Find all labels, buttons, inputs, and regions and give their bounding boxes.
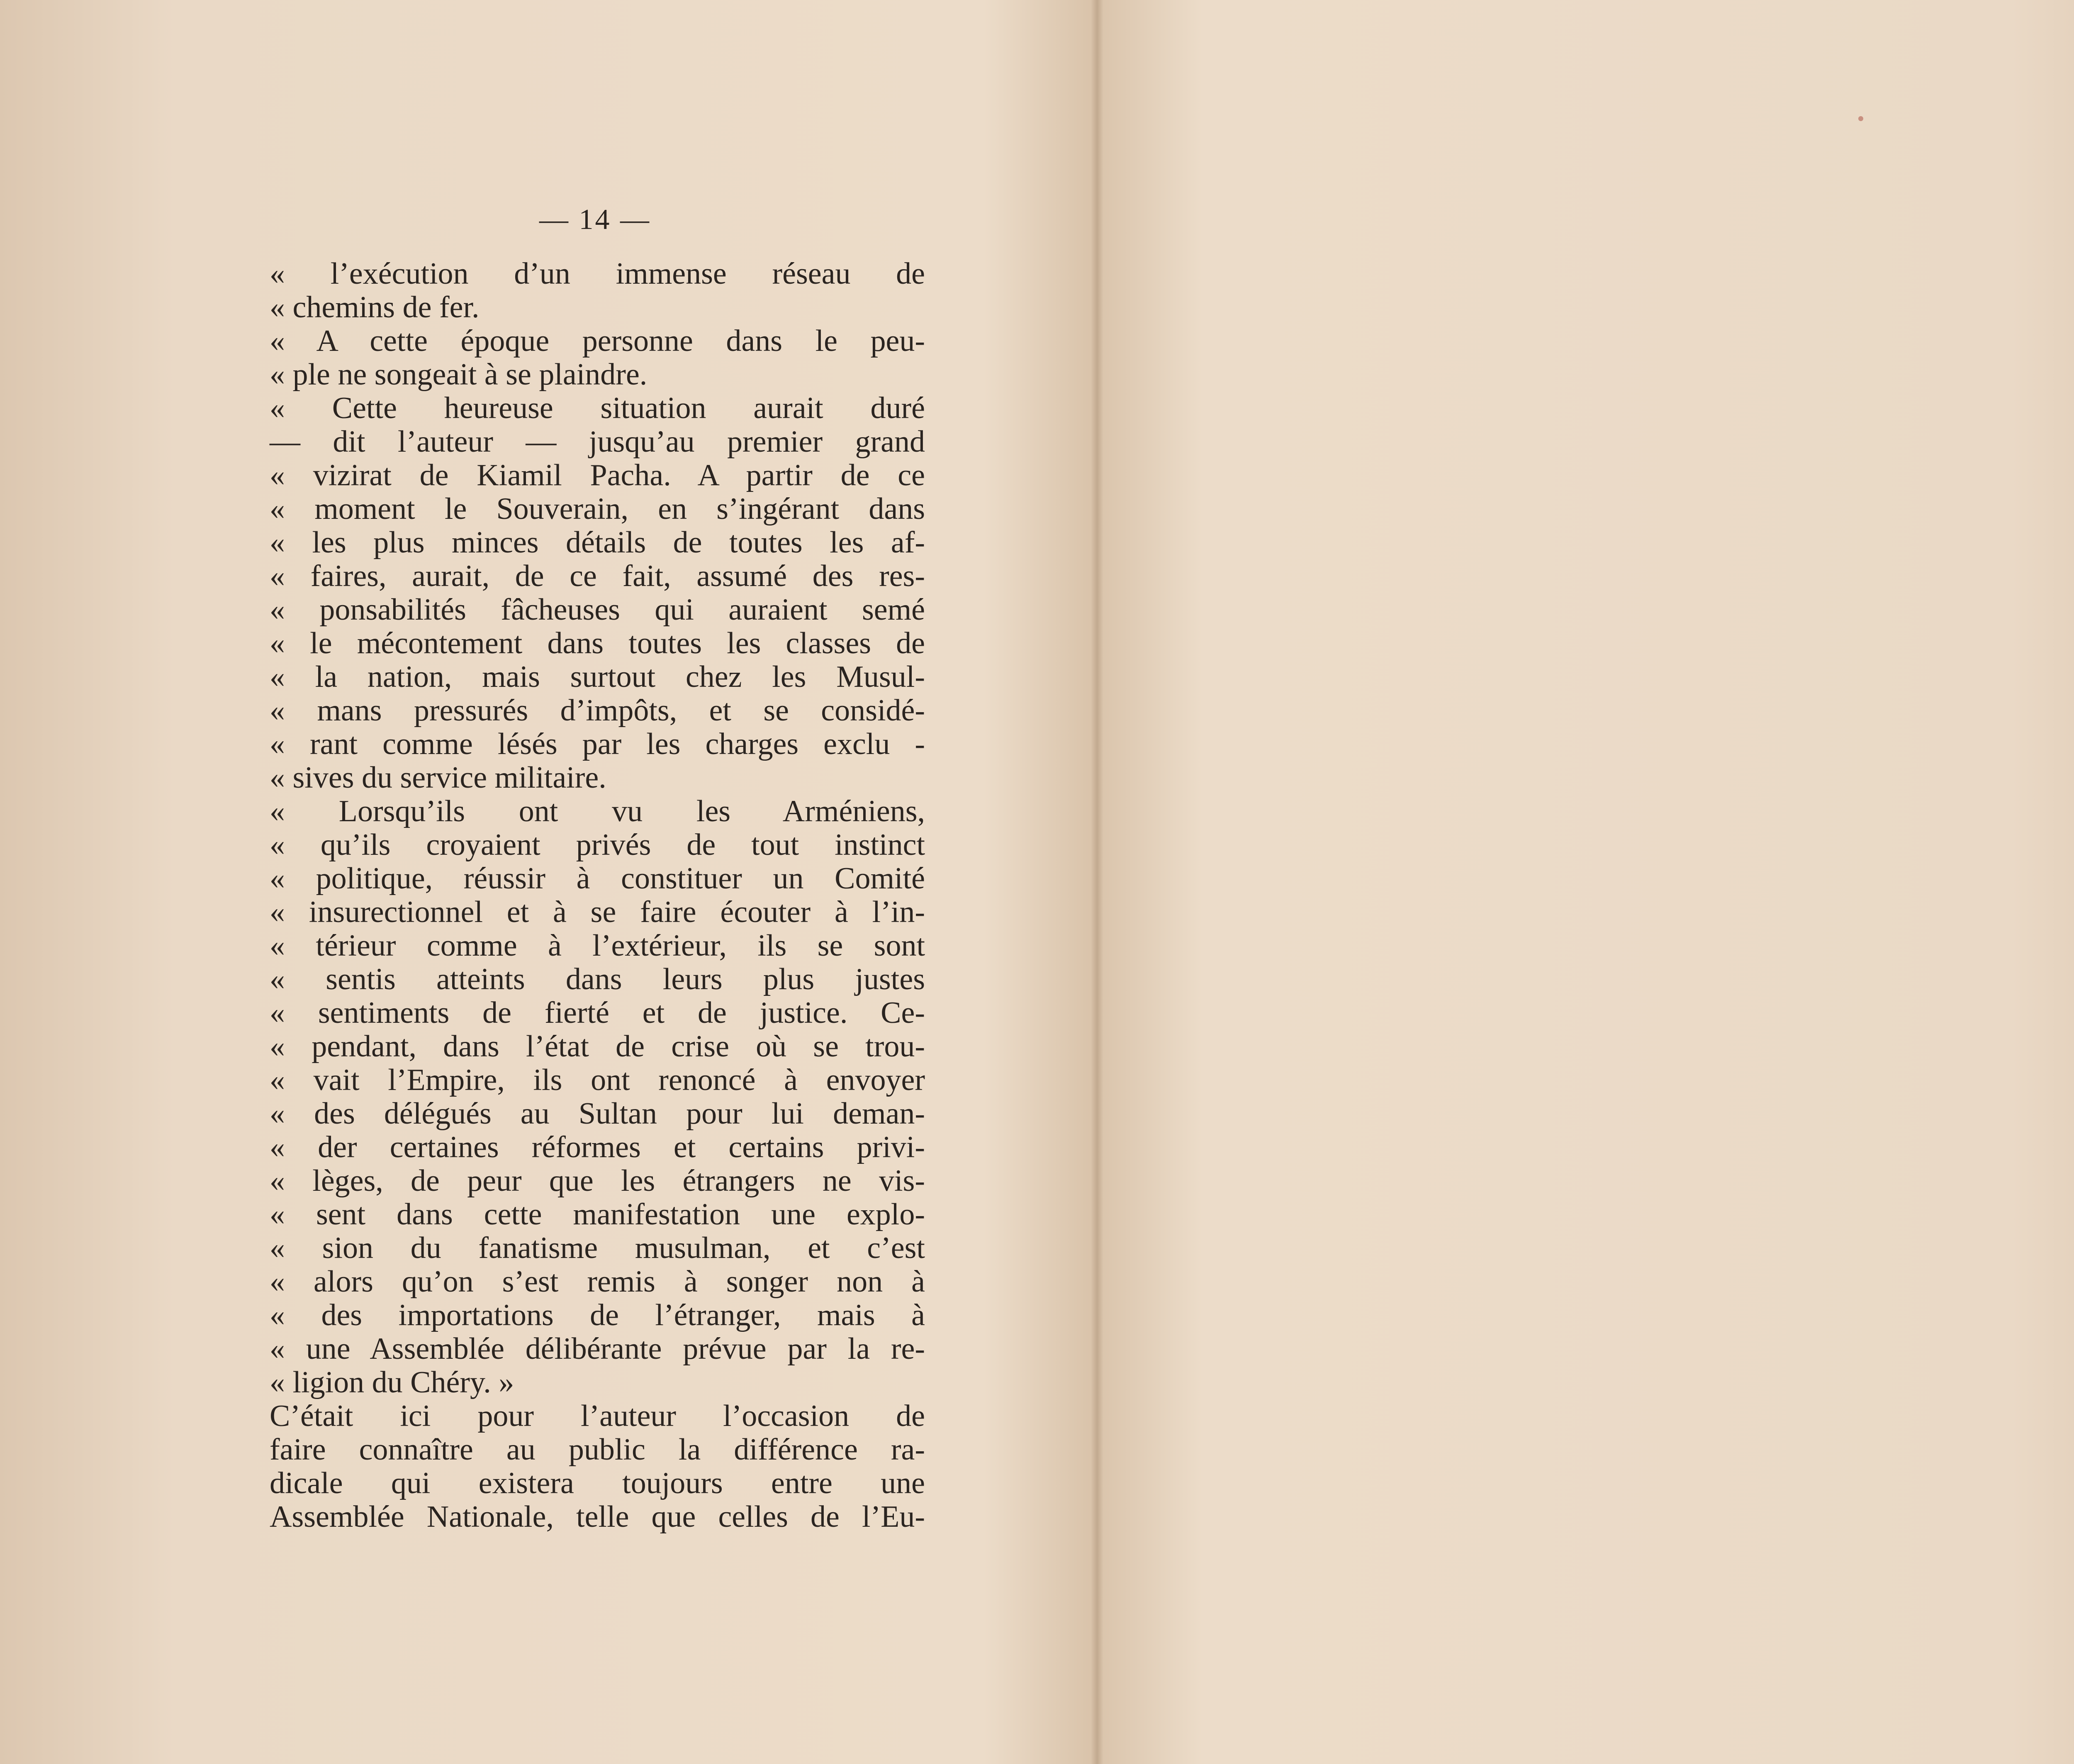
- text-line: « une Assemblée délibérante prévue par la re-: [270, 1332, 925, 1366]
- text-line: « sion du fanatisme musulman, et c’est: [270, 1231, 925, 1265]
- text-line: « Cette heureuse situation aurait duré: [270, 391, 925, 425]
- text-line: « les plus minces détails de toutes les af-: [270, 526, 925, 560]
- text-line: « des importations de l’étranger, mais à: [270, 1298, 925, 1332]
- text-line: « le mécontement dans toutes les classes de: [270, 626, 925, 660]
- text-line: « Lorsqu’ils ont vu les Arméniens,: [270, 794, 925, 828]
- text-line: « ple ne songeait à se plaindre.: [270, 358, 648, 392]
- text-line: « térieur comme à l’extérieur, ils se sont: [270, 929, 925, 963]
- text-line: « sentiments de fierté et de justice. Ce-: [270, 996, 925, 1030]
- text-line: « qu’ils croyaient privés de tout instinct: [270, 828, 925, 862]
- text-line: « l’exécution d’un immense réseau de: [270, 257, 925, 291]
- text-line: « vizirat de Kiamil Pacha. A partir de ce: [270, 458, 925, 492]
- text-line: Assemblée Nationale, telle que celles de l’Eu-: [270, 1500, 925, 1534]
- text-line: « lèges, de peur que les étrangers ne vis-: [270, 1164, 925, 1198]
- text-line: « politique, réussir à constituer un Comité: [270, 861, 925, 895]
- text-line: « ligion du Chéry. »: [270, 1365, 514, 1399]
- text-line: « faires, aurait, de ce fait, assumé des res-: [270, 559, 925, 593]
- text-line: dicale qui existera toujours entre une: [270, 1466, 925, 1500]
- text-line: « insurectionnel et à se faire écouter à l’in-: [270, 895, 925, 929]
- text-line: « der certaines réformes et certains privi-: [270, 1130, 925, 1164]
- text-line: « A cette époque personne dans le peu-: [270, 324, 925, 358]
- text-line: « la nation, mais surtout chez les Musul-: [270, 660, 925, 694]
- text-line: « mans pressurés d’impôts, et se considé-: [270, 693, 925, 727]
- text-line: « alors qu’on s’est remis à songer non à: [270, 1265, 925, 1299]
- text-line: « vait l’Empire, ils ont renoncé à envoyer: [270, 1063, 925, 1097]
- text-line: « ponsabilités fâcheuses qui auraient semé: [270, 593, 925, 627]
- book-gutter: [1091, 0, 1103, 1764]
- text-line: « pendant, dans l’état de crise où se trou-: [270, 1029, 925, 1063]
- text-line: faire connaître au public la différence ra-: [270, 1433, 925, 1467]
- text-line: « sives du service militaire.: [270, 761, 606, 795]
- text-line: « chemins de fer.: [270, 290, 480, 324]
- text-line: « rant comme lésés par les charges exclu -: [270, 727, 925, 761]
- text-line: « des délégués au Sultan pour lui deman-: [270, 1097, 925, 1131]
- right-page: [1103, 0, 2074, 1764]
- text-line: C’était ici pour l’auteur l’occasion de: [270, 1399, 925, 1433]
- page-number-left: — 14 —: [539, 204, 651, 236]
- text-line: — dit l’auteur — jusqu’au premier grand: [270, 425, 925, 459]
- text-line: « moment le Souverain, en s’ingérant dans: [270, 492, 925, 526]
- left-page-text: [270, 257, 925, 1534]
- text-line: « sentis atteints dans leurs plus justes: [270, 962, 925, 996]
- text-line: « sent dans cette manifestation une explo-: [270, 1197, 925, 1231]
